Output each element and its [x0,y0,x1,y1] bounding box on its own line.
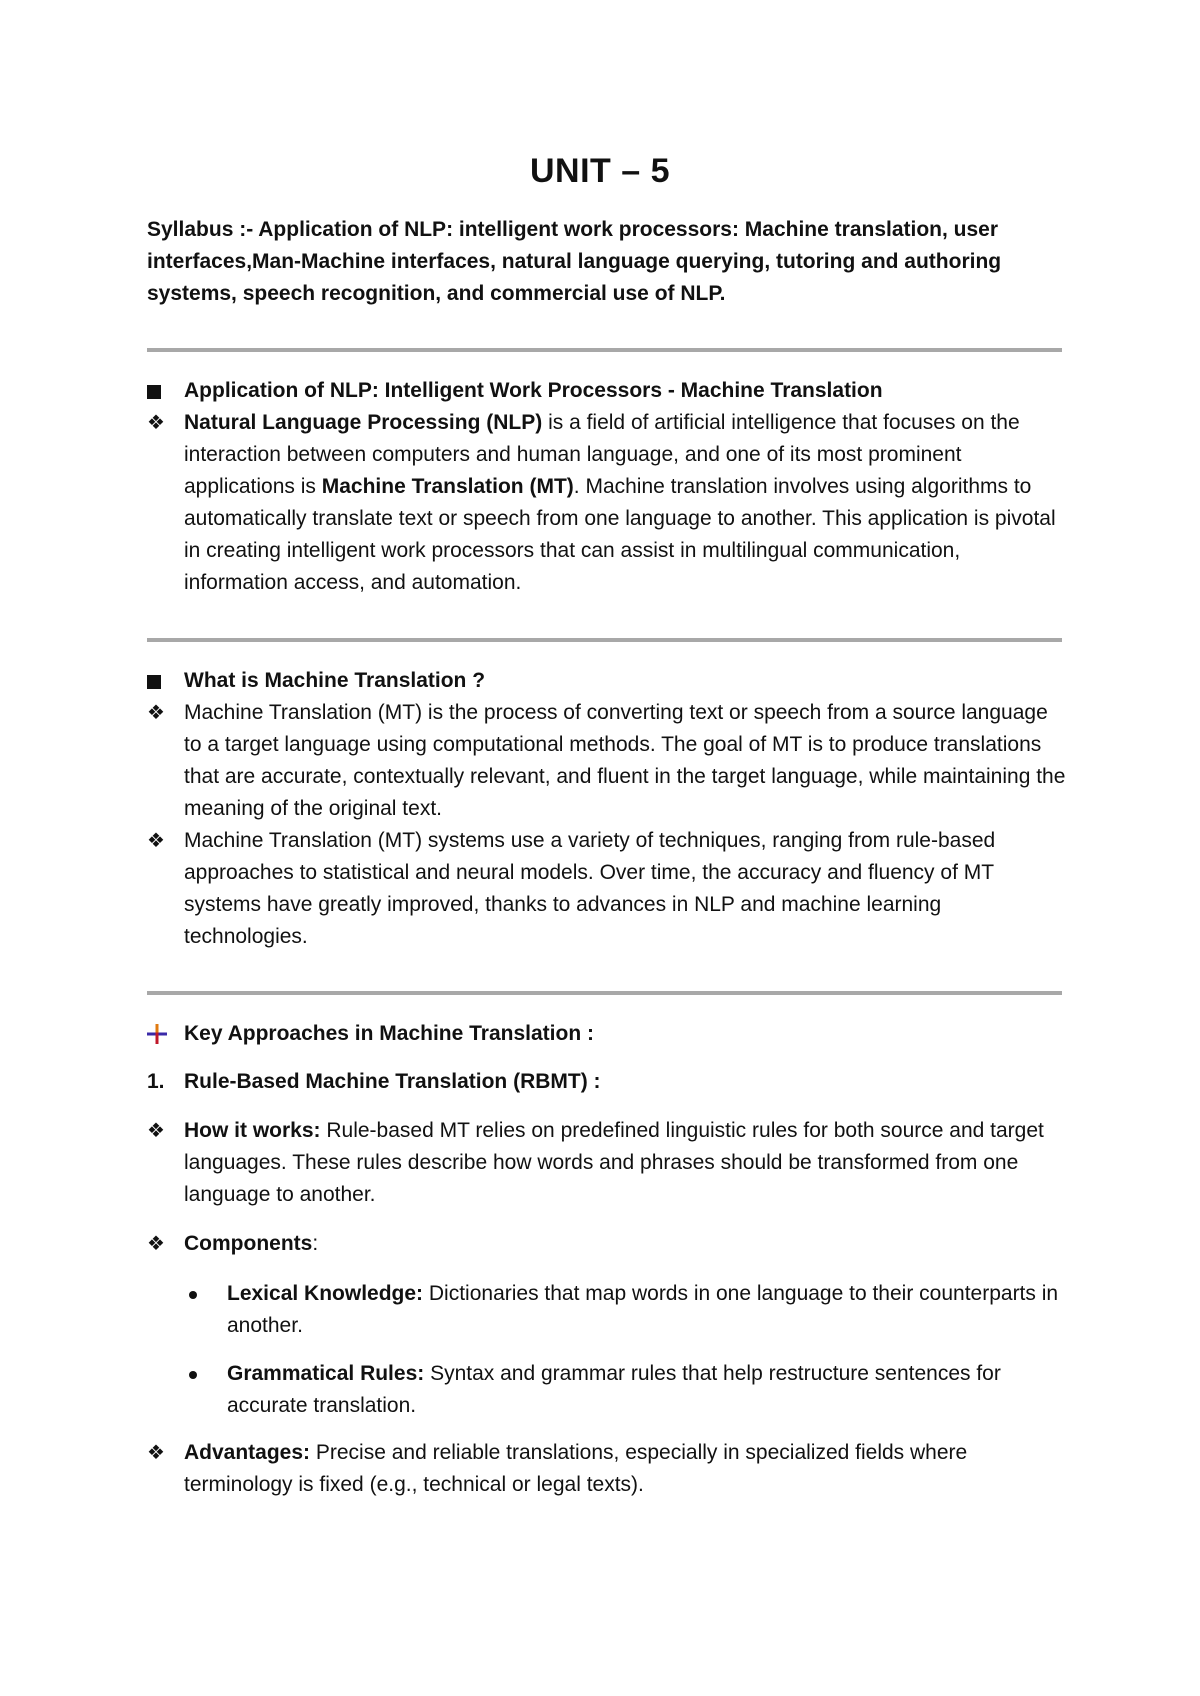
four-point-star-bullet-icon [147,1024,167,1044]
page-title: UNIT – 5 [529,152,671,190]
square-bullet-icon [147,375,177,409]
paragraph-text: Components: [184,1232,319,1255]
item-number: 1. [147,1070,165,1093]
paragraph-text: Natural Language Processing (NLP) is a field of artificial intelligence that focuses on the interaction between computers and human language, and one of its most prominent applications is Machine Translation (MT). Machine translation involves using algorithms to automatically translate text or speech from one language to another. This application is pivotal in creating intelligent work processors that can assist in multilingual communication, information access, and automation. [184,411,1056,594]
list-item [147,1358,1067,1422]
section-heading [147,665,1067,697]
list-item [147,1278,1067,1342]
diamond-bullet-icon: ❖ [147,412,165,434]
square-bullet-icon [147,665,177,699]
syllabus-text: Syllabus :- Application of NLP: intelligent work processors: Machine translation, user interfaces,Man-Machine interfaces, natural language querying, tutoring and authoring systems, speech recognition, and commercial use of NLP. [147,218,1002,305]
heading-text: Application of NLP: Intelligent Work Processors - Machine Translation [184,379,883,402]
list-item-text: Grammatical Rules: Syntax and grammar rules that help restructure sentences for accurate translation. [227,1362,1001,1417]
round-bullet-icon [189,1371,197,1379]
numbered-item [147,1066,1067,1098]
divider [147,991,1062,995]
heading-text: What is Machine Translation ? [184,669,486,692]
paragraph-text: Machine Translation (MT) is the process of converting text or speech from a source language to a target language using computational methods. The goal of MT is to produce translations that are accurate, contextually relevant, and fluent in the target language, while maintaining the meaning of the original text. [184,701,1066,820]
paragraph [147,1228,1067,1260]
diamond-bullet-icon: ❖ [147,1233,165,1255]
section-heading [147,1018,1067,1050]
round-bullet-icon [189,1291,197,1299]
diamond-bullet-icon: ❖ [147,1120,165,1142]
paragraph [147,1437,1067,1501]
paragraph-text: How it works: Rule-based MT relies on predefined linguistic rules for both source and target languages. These rules describe how words and phrases should be transformed from one language to another. [184,1119,1044,1206]
paragraph [147,407,1067,599]
paragraph [147,697,1067,825]
diamond-bullet-icon: ❖ [147,702,165,724]
heading-text: Key Approaches in Machine Translation : [184,1022,594,1045]
divider [147,638,1062,642]
diamond-bullet-icon: ❖ [147,830,165,852]
section-heading [147,375,1067,407]
paragraph [147,825,1067,953]
paragraph-text: Machine Translation (MT) systems use a variety of techniques, ranging from rule-based approaches to statistical and neural models. Over time, the accuracy and fluency of MT systems have greatly improved, thanks to advances in NLP and machine learning technologies. [184,829,996,948]
paragraph [147,1115,1067,1211]
list-item-text: Lexical Knowledge: Dictionaries that map words in one language to their counterparts in another. [227,1282,1059,1337]
diamond-bullet-icon: ❖ [147,1442,165,1464]
divider [147,348,1062,352]
paragraph-text: Advantages: Precise and reliable translations, especially in specialized fields where terminology is fixed (e.g., technical or legal texts). [184,1441,968,1496]
item-title: Rule-Based Machine Translation (RBMT) : [184,1070,601,1093]
